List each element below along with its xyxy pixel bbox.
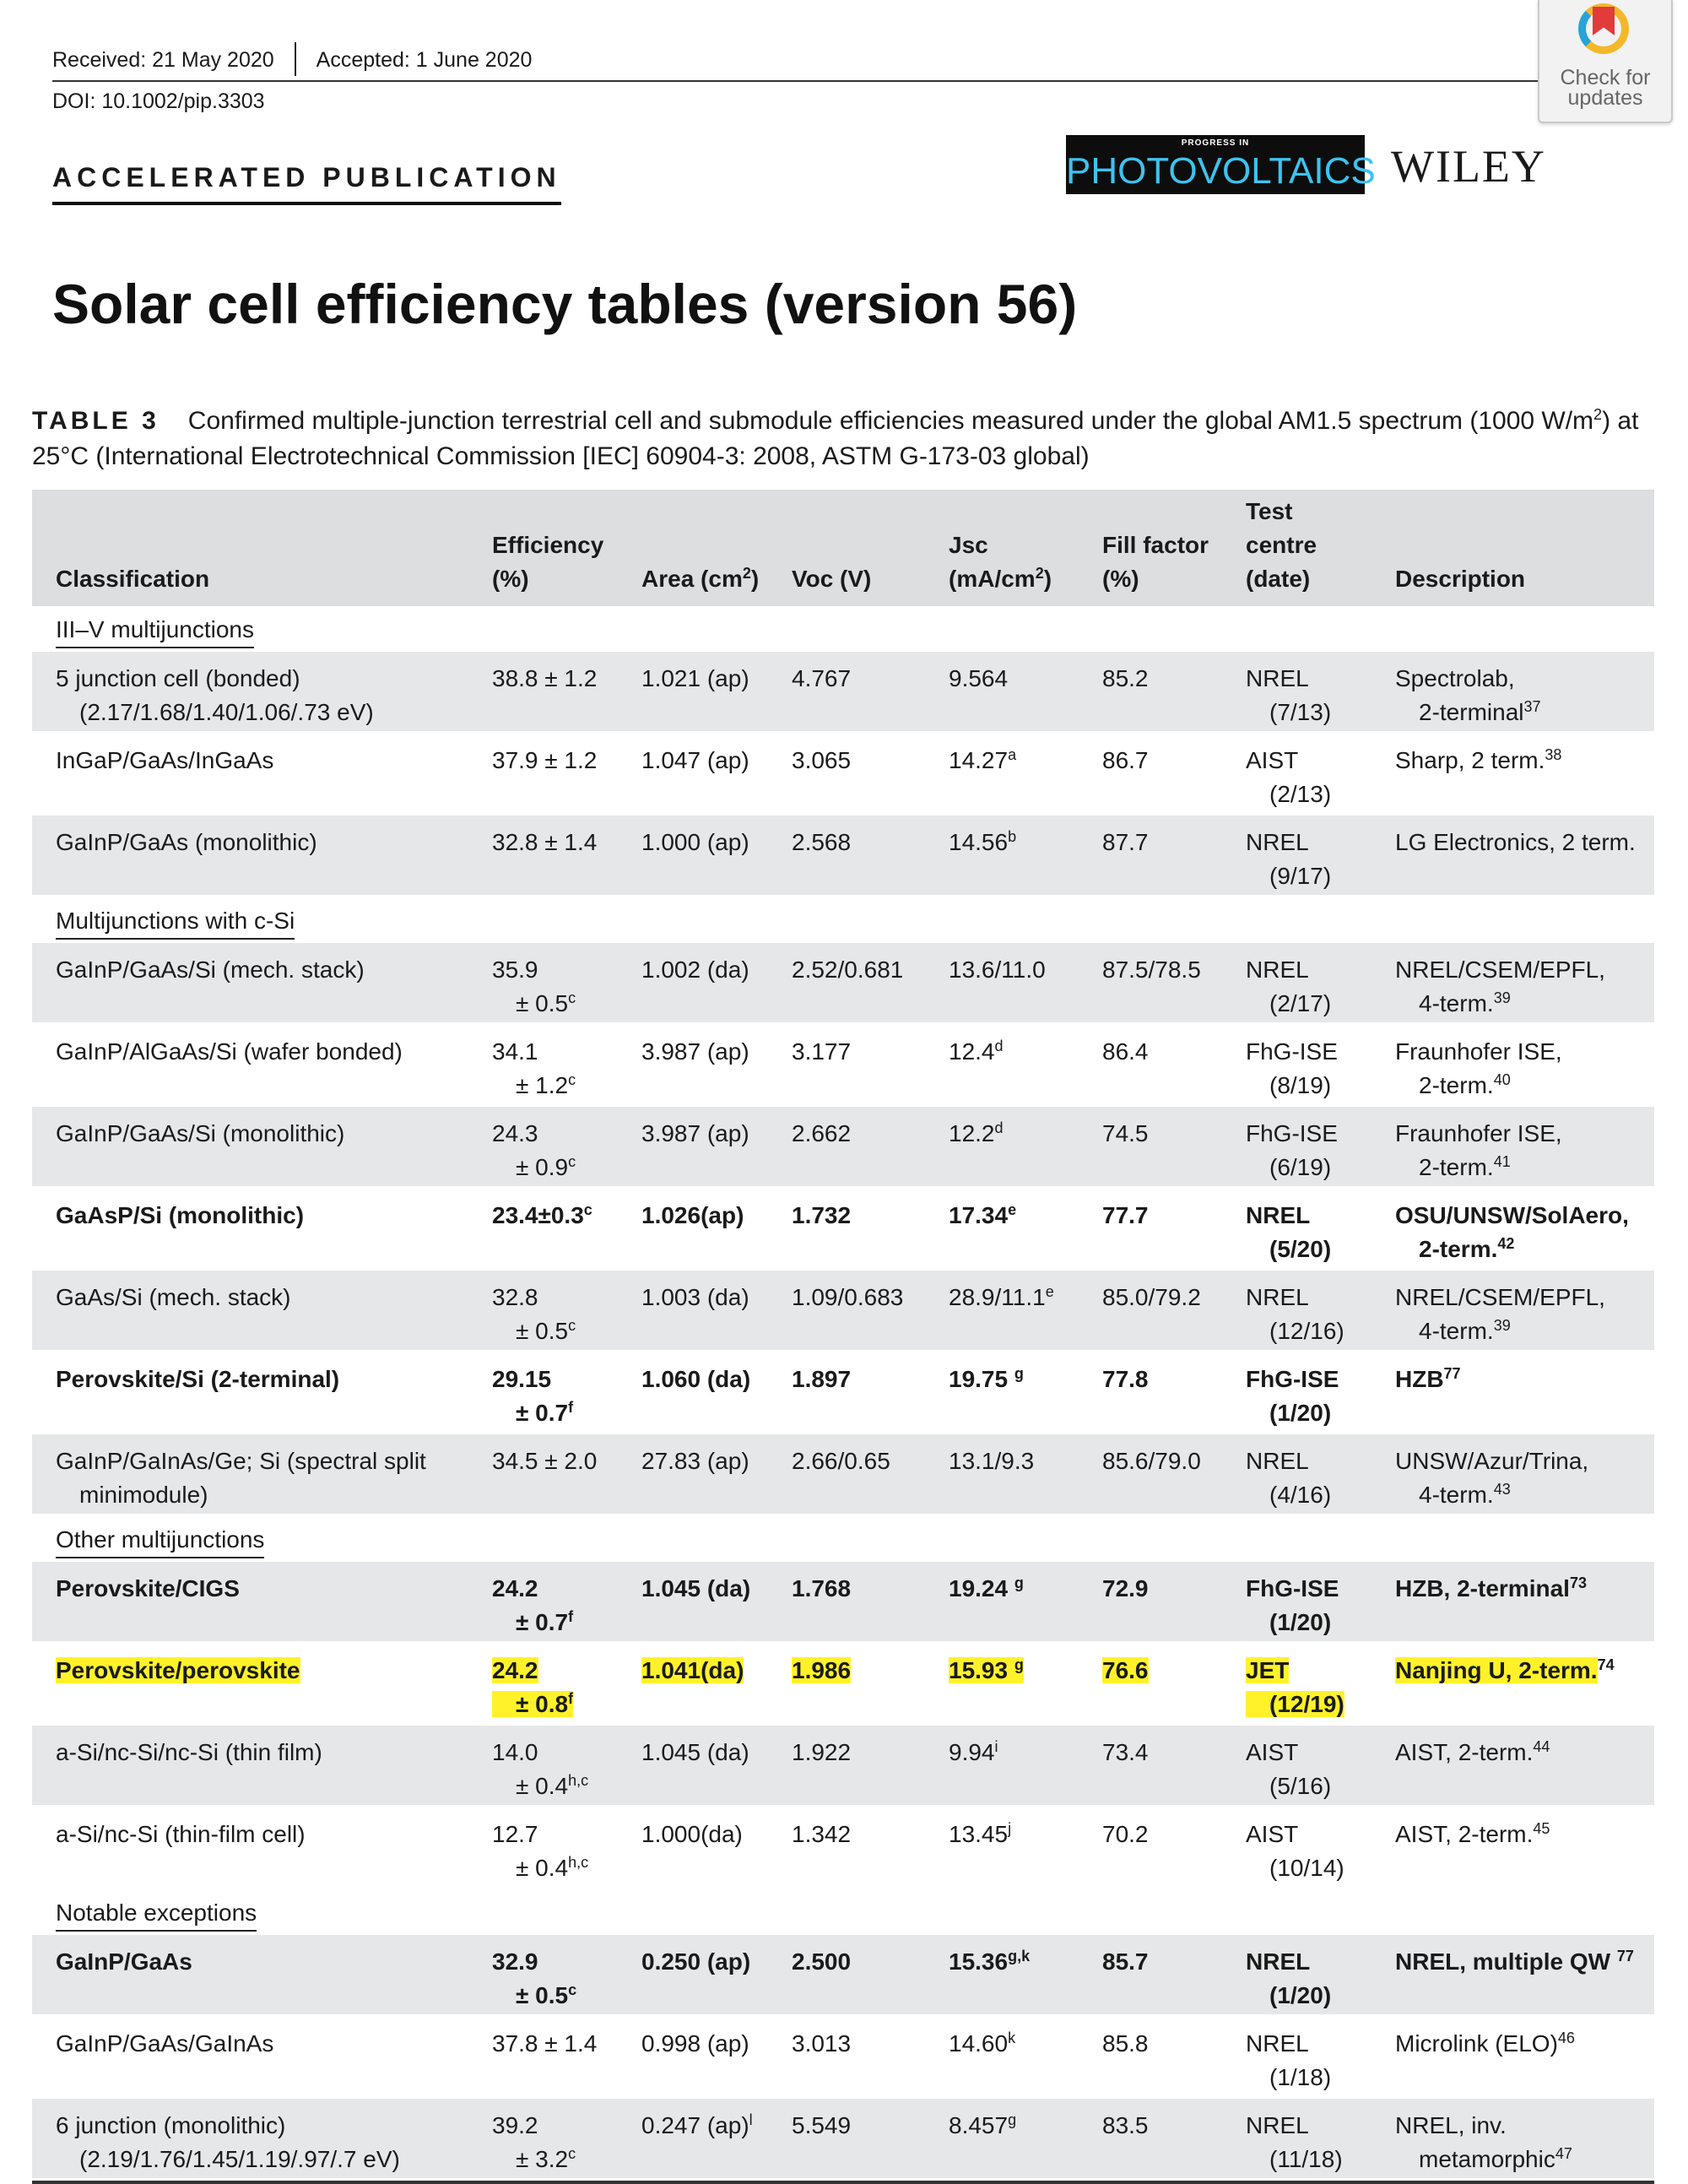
section-heading: Other multijunctions [32, 1516, 1654, 1562]
check-line-1: Check for [1560, 66, 1651, 89]
cell-jsc: 9.564 [949, 665, 1009, 691]
date-divider [295, 42, 296, 76]
table-row [32, 943, 1654, 1025]
cell-test-centre: NREL (7/13) [1246, 665, 1332, 725]
cell-efficiency: 37.9 ± 1.2 [492, 747, 598, 773]
table-row [32, 1935, 1654, 2017]
cell-description: Sharp, 2 term.$^{38}$ [1395, 745, 1562, 773]
cell-classification: GaInP/AlGaAs/Si (wafer bonded) [56, 1038, 403, 1065]
cell-test-centre: NREL (2/17) [1246, 957, 1332, 1016]
cell-jsc: 13.6/11.0 [949, 957, 1046, 983]
cell-fill-factor: 87.5/78.5 [1102, 957, 1201, 983]
cell-fill-factor: 85.8 [1102, 2030, 1149, 2057]
cell-test-centre: FhG-ISE (6/19) [1246, 1120, 1338, 1180]
cell-voc: 1.922 [792, 1739, 852, 1765]
cell-classification: GaInP/GaAs (monolithic) [56, 829, 317, 855]
table-row [32, 1352, 1654, 1434]
cell-test-centre: AIST (5/16) [1246, 1739, 1332, 1799]
cell-fill-factor: 87.7 [1102, 829, 1149, 855]
cell-jsc: 13.1/9.3 [949, 1448, 1035, 1474]
cell-efficiency: 24.2 ± 0.8$^f$ [492, 1657, 574, 1717]
cell-fill-factor: 85.7 [1102, 1948, 1149, 1975]
cell-area: 1.002 (da) [641, 957, 749, 983]
cell-efficiency: 24.2 ± 0.7$^f$ [492, 1575, 574, 1635]
check-for-updates-button[interactable] [1538, 0, 1673, 123]
cell-description: Fraunhofer ISE, 2-term.$^{41}$ [1395, 1120, 1562, 1180]
table-row [32, 1271, 1654, 1352]
cell-description: NREL/CSEM/EPFL, 4-term.$^{39}$ [1395, 957, 1605, 1016]
cell-description: NREL, multiple QW $^{77}$ [1395, 1947, 1634, 1975]
cell-jsc: 12.2$^d$ [949, 1119, 1004, 1146]
cell-fill-factor: 85.6/79.0 [1102, 1448, 1201, 1474]
section-label: ACCELERATED PUBLICATION [52, 162, 561, 205]
table-row [32, 2017, 1654, 2099]
cell-fill-factor: 86.4 [1102, 1038, 1149, 1065]
cell-fill-factor: 85.2 [1102, 665, 1149, 691]
cell-voc: 2.66/0.65 [792, 1448, 890, 1474]
cell-classification: GaAs/Si (mech. stack) [56, 1284, 291, 1310]
cell-area: 1.047 (ap) [641, 747, 749, 773]
accepted-date: Accepted: 1 June 2020 [316, 47, 533, 72]
journal-logo[interactable] [1066, 135, 1376, 194]
cell-voc: 1.09/0.683 [792, 1284, 904, 1310]
cell-efficiency: 39.2 ± 3.2$^c$ [492, 2112, 576, 2172]
cell-fill-factor: 76.6 [1102, 1657, 1149, 1683]
page-title: Solar cell efficiency tables (version 56) [52, 273, 1078, 335]
col-voc: Voc (V) [792, 566, 872, 592]
cell-efficiency: 12.7 ± $0.4^{h,c}$ [492, 1821, 589, 1881]
cell-area: 1.041(da) [641, 1657, 744, 1683]
cell-efficiency: 29.15 ± 0.7$^f$ [492, 1366, 574, 1426]
cell-fill-factor: 77.7 [1102, 1202, 1149, 1228]
cell-voc: 1.897 [792, 1366, 852, 1392]
table-row [32, 652, 1654, 734]
cell-test-centre: FhG-ISE (1/20) [1246, 1575, 1339, 1635]
table-row [32, 1726, 1654, 1807]
cell-jsc: 15.36$^{g,k}$ [949, 1947, 1031, 1975]
cell-voc: 3.177 [792, 1038, 852, 1065]
cell-classification: a-Si/nc-Si (thin-film cell) [56, 1821, 306, 1847]
cell-test-centre: AIST (10/14) [1246, 1821, 1344, 1881]
cell-fill-factor: 74.5 [1102, 1120, 1149, 1146]
cell-test-centre: NREL (5/20) [1246, 1202, 1332, 1262]
section-heading: Notable exceptions [32, 1889, 1654, 1935]
cell-voc: 2.52/0.681 [792, 957, 904, 983]
cell-area: 0.998 (ap) [641, 2030, 749, 2057]
col-description: Description [1395, 566, 1526, 592]
cell-jsc: 28.9/11.1e [949, 1282, 1054, 1310]
cell-fill-factor: 72.9 [1102, 1575, 1149, 1601]
cell-area: 0.247 (ap)$^l$ [641, 2111, 753, 2138]
check-line-2: updates [1567, 86, 1643, 110]
table-label: TABLE 3 [32, 407, 160, 435]
cell-jsc: 14.56$^b$ [949, 827, 1017, 855]
cell-voc: 2.662 [792, 1120, 852, 1146]
cell-voc: 2.500 [792, 1948, 852, 1975]
table-row [32, 1562, 1654, 1644]
col-fill-factor: Fill factor (%) [1102, 532, 1209, 592]
cell-fill-factor: 83.5 [1102, 2112, 1149, 2138]
cell-description: Spectrolab, 2-terminal$^{37}$ [1395, 665, 1541, 725]
col-test-centre: Test centre (date) [1246, 498, 1317, 592]
table-row [32, 1434, 1654, 1516]
cell-fill-factor: 70.2 [1102, 1821, 1149, 1847]
cell-efficiency: 32.8 ± 0.5$^c$ [492, 1284, 576, 1344]
cell-test-centre: NREL (1/20) [1246, 1948, 1332, 2008]
cell-description: OSU/UNSW/SolAero, 2-term.$^{42}$ [1395, 1202, 1629, 1262]
cell-classification: InGaP/GaAs/InGaAs [56, 747, 274, 773]
cell-description: AIST, 2-term.$^{44}$ [1395, 1737, 1550, 1765]
cell-test-centre: NREL (4/16) [1246, 1448, 1332, 1508]
col-classification: Classification [56, 566, 210, 592]
table-bottom-rule [32, 2181, 1654, 2184]
cell-efficiency: 32.9 ± 0.5$^c$ [492, 1948, 577, 2008]
table-row [32, 1189, 1654, 1271]
cell-area: 1.026(ap) [641, 1202, 744, 1228]
cell-voc: 3.013 [792, 2030, 852, 2057]
cell-voc: 2.568 [792, 829, 852, 855]
table-row [32, 1025, 1654, 1107]
cell-description: HZB$^{77}$ [1395, 1364, 1461, 1392]
cell-classification: 6 junction (monolithic) (2.19/1.76/1.45/1.19/.97/.7 eV) [56, 2112, 400, 2172]
cell-description: NREL, inv. metamorphic$^{47}$ [1395, 2112, 1572, 2172]
col-efficiency: Efficiency (%) [492, 532, 604, 592]
cell-area: 1.045 (da) [641, 1575, 751, 1601]
table-row [32, 734, 1654, 816]
cell-classification: a-Si/nc-Si/nc-Si (thin film) [56, 1739, 322, 1765]
cell-jsc: 8.457$^g$ [949, 2111, 1017, 2138]
cell-voc: 1.986 [792, 1657, 852, 1683]
cell-test-centre: NREL (1/18) [1246, 2030, 1332, 2090]
cell-efficiency: 34.1 ± 1.2$^c$ [492, 1038, 576, 1098]
article-dates [52, 44, 532, 78]
cell-area: 3.987 (ap) [641, 1038, 749, 1065]
cell-efficiency: 14.0 ± $0.4^{h,c}$ [492, 1739, 589, 1799]
cell-test-centre: NREL (12/16) [1246, 1284, 1344, 1344]
cell-classification: 5 junction cell (bonded) (2.17/1.68/1.40/1.06/.73 eV) [56, 665, 374, 725]
cell-classification: GaAsP/Si (monolithic) [56, 1202, 305, 1228]
cell-jsc: 12.4$^d$ [949, 1037, 1004, 1065]
cell-test-centre: NREL (11/18) [1246, 2112, 1343, 2172]
cell-voc: 5.549 [792, 2112, 852, 2138]
cell-description: AIST, 2-term.$^{45}$ [1395, 1819, 1550, 1847]
cell-area: 1.060 (da) [641, 1366, 751, 1392]
cell-area: 1.000 (ap) [641, 829, 749, 855]
cell-voc: 1.768 [792, 1575, 852, 1601]
header-rule [52, 80, 1538, 82]
cell-area: 27.83 (ap) [641, 1448, 749, 1474]
cell-description: Nanjing U, 2-term.$^{74}$ [1395, 1656, 1615, 1683]
cell-area: 1.000(da) [641, 1821, 743, 1847]
cell-description: UNSW/Azur/Trina, 4-term.$^{43}$ [1395, 1448, 1589, 1508]
cell-area: 0.250 (ap) [641, 1948, 751, 1975]
cell-description: HZB, 2-terminal$^{73}$ [1395, 1574, 1587, 1601]
cell-efficiency: 32.8 ± 1.4 [492, 829, 598, 855]
cell-classification: GaInP/GaInAs/Ge; Si (spectral split minimodule) [56, 1448, 426, 1508]
section-heading: Multijunctions with c-Si [32, 897, 1654, 943]
table-row [32, 2099, 1654, 2181]
cell-description: NREL/CSEM/EPFL, 4-term.$^{39}$ [1395, 1284, 1605, 1344]
cell-efficiency: 37.8 ± 1.4 [492, 2030, 598, 2057]
cell-classification: GaInP/GaAs/Si (mech. stack) [56, 957, 365, 983]
cell-classification: Perovskite/CIGS [56, 1575, 240, 1601]
journal-logo-main: PHOTOVOLTAICS [1066, 150, 1376, 192]
received-date: Received: 21 May 2020 [52, 47, 274, 72]
cell-test-centre: JET (12/19) [1246, 1657, 1344, 1717]
cell-classification: GaInP/GaAs [56, 1948, 192, 1975]
cell-jsc: 14.60$^k$ [949, 2029, 1016, 2057]
cell-area: 3.987 (ap) [641, 1120, 749, 1146]
cell-voc: 3.065 [792, 747, 852, 773]
cell-fill-factor: 85.0/79.2 [1102, 1284, 1201, 1310]
cell-jsc: 19.75 $^g$ [949, 1364, 1024, 1392]
cell-description: LG Electronics, 2 term. [1395, 829, 1636, 855]
table-row [32, 1807, 1654, 1889]
cell-efficiency: 23.4±0.3$^c$ [492, 1200, 592, 1228]
cell-voc: 1.732 [792, 1202, 852, 1228]
publisher-logo[interactable]: WILEY [1391, 141, 1546, 192]
cell-jsc: 14.27$^a$ [949, 745, 1017, 773]
cell-test-centre: AIST (2/13) [1246, 747, 1332, 807]
cell-efficiency: 34.5 ± 2.0 [492, 1448, 598, 1474]
table-header-row [32, 490, 1654, 606]
efficiency-table [32, 490, 1654, 2181]
cell-efficiency: 38.8 ± 1.2 [492, 665, 598, 691]
cell-area: 1.021 (ap) [641, 665, 749, 691]
cell-classification: Perovskite/Si (2-terminal) [56, 1366, 340, 1392]
cell-test-centre: FhG-ISE (1/20) [1246, 1366, 1339, 1426]
cell-test-centre: FhG-ISE (8/19) [1246, 1038, 1338, 1098]
cell-efficiency: 35.9 ± 0.5$^c$ [492, 957, 576, 1016]
cell-classification: Perovskite/perovskite [56, 1657, 300, 1683]
cell-jsc: 19.24 $^g$ [949, 1574, 1024, 1601]
col-jsc: Jsc $(mA/cm^2)$ [949, 532, 1052, 592]
col-area: Area $(cm^2)$ [641, 564, 760, 592]
cell-jsc: 13.45$^j$ [949, 1819, 1012, 1847]
cell-description: Microlink (ELO)$^{46}$ [1395, 2029, 1575, 2057]
cell-test-centre: NREL (9/17) [1246, 829, 1332, 889]
cell-area: 1.003 (da) [641, 1284, 749, 1310]
cell-voc: 4.767 [792, 665, 852, 691]
cell-jsc: 9.94$^i$ [949, 1737, 998, 1765]
cell-jsc: 15.93 $^g$ [949, 1656, 1024, 1683]
cell-classification: GaInP/GaAs/GaInAs [56, 2030, 274, 2057]
table-row [32, 1107, 1654, 1189]
section-heading: III–V multijunctions [32, 606, 1654, 652]
cell-fill-factor: 86.7 [1102, 747, 1149, 773]
cell-description: Fraunhofer ISE, 2-term.$^{40}$ [1395, 1038, 1562, 1098]
cell-area: 1.045 (da) [641, 1739, 749, 1765]
cell-jsc: 17.34e [949, 1200, 1017, 1228]
cell-classification: GaInP/GaAs/Si (monolithic) [56, 1120, 345, 1146]
cell-fill-factor: 77.8 [1102, 1366, 1149, 1392]
table-body [32, 606, 1654, 2181]
cell-voc: 1.342 [792, 1821, 852, 1847]
table-row [32, 816, 1654, 897]
cell-fill-factor: 73.4 [1102, 1739, 1149, 1765]
table-caption: TABLE 3 Confirmed multiple-junction terrestrial cell and submodule efficiencies measured under the global AM1.5 spectrum (1000 $W/m^2$) at 25°C (International Electrotechnical Commission [IEC] 60904-3: 2008, ASTM G-173-03 global) [32, 406, 1639, 470]
doi[interactable]: DOI: 10.1002/pip.3303 [52, 89, 265, 113]
table-row [32, 1644, 1654, 1726]
journal-logo-small: PROGRESS IN [1181, 138, 1250, 148]
cell-efficiency: 24.3 ± 0.9$^c$ [492, 1120, 576, 1180]
